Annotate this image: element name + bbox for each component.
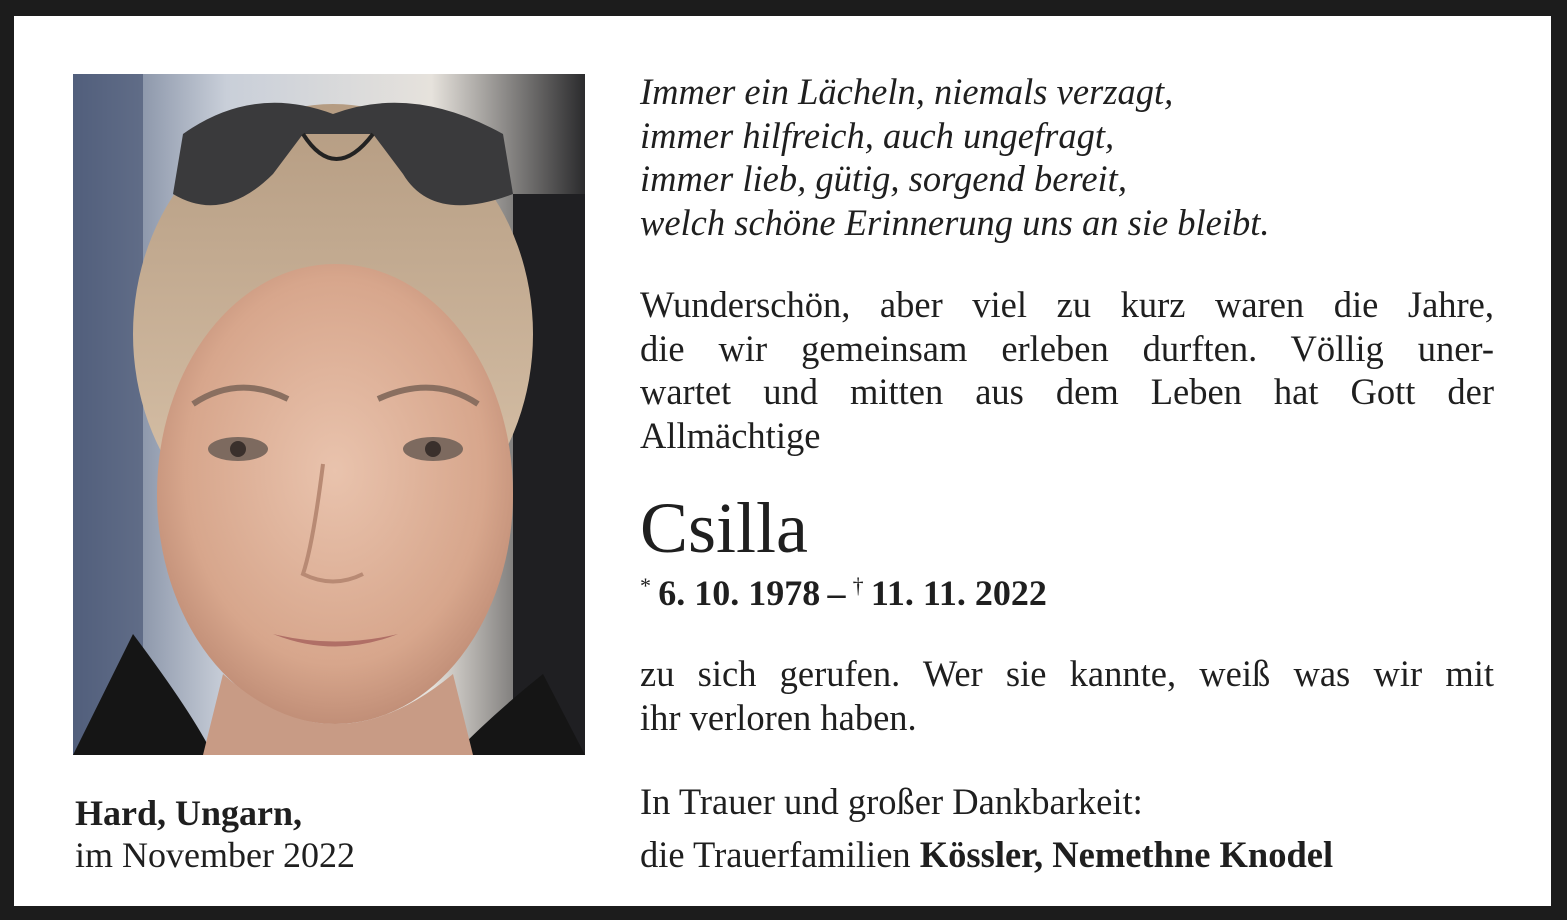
birth-date: 6. 10. 1978 — [658, 573, 821, 613]
poem-line: Immer ein Lächeln, niemals verzagt, — [640, 71, 1174, 112]
place-label: Hard, Ungarn, — [75, 793, 303, 833]
death-date: 11. 11. 2022 — [870, 573, 1047, 613]
closing-line: zu sich gerufen. Wer sie kannte, weiß was wir mit — [640, 653, 1494, 694]
mourning-families-line — [640, 833, 1333, 877]
closing-line: ihr verloren haben. — [640, 696, 917, 738]
life-dates — [640, 566, 1047, 613]
date-label: im November 2022 — [75, 835, 355, 875]
poem-line: immer hilfreich, auch ungefragt, — [640, 114, 1115, 156]
intro-line: wartet und mitten aus dem Leben hat Gott der — [640, 371, 1494, 412]
family-names: Kössler, Nemethne Knodel — [919, 834, 1334, 875]
poem-line: immer lieb, gütig, sorgend bereit, — [640, 158, 1127, 199]
intro-paragraph — [640, 283, 1494, 457]
poem-line: welch schöne Erinnerung uns an sie bleibt. — [640, 201, 1270, 243]
mourning-line: In Trauer und großer Dankbarkeit: — [640, 781, 1143, 822]
memorial-poem — [640, 70, 1270, 244]
intro-line: Allmächtige — [640, 414, 821, 456]
death-symbol: † — [852, 573, 864, 598]
portrait-photo — [73, 74, 585, 755]
intro-line: Wunderschön, aber viel zu kurz waren die Jahre, — [640, 284, 1494, 325]
birth-symbol: * — [640, 573, 651, 598]
families-prefix: die Trauerfamilien — [640, 834, 920, 875]
date-separator: – — [827, 573, 846, 613]
closing-paragraph — [640, 652, 1494, 739]
intro-line: die wir gemeinsam erleben durften. Völlig uner- — [640, 327, 1494, 369]
portrait-image — [73, 74, 585, 755]
deceased-name: Csilla — [640, 488, 809, 568]
